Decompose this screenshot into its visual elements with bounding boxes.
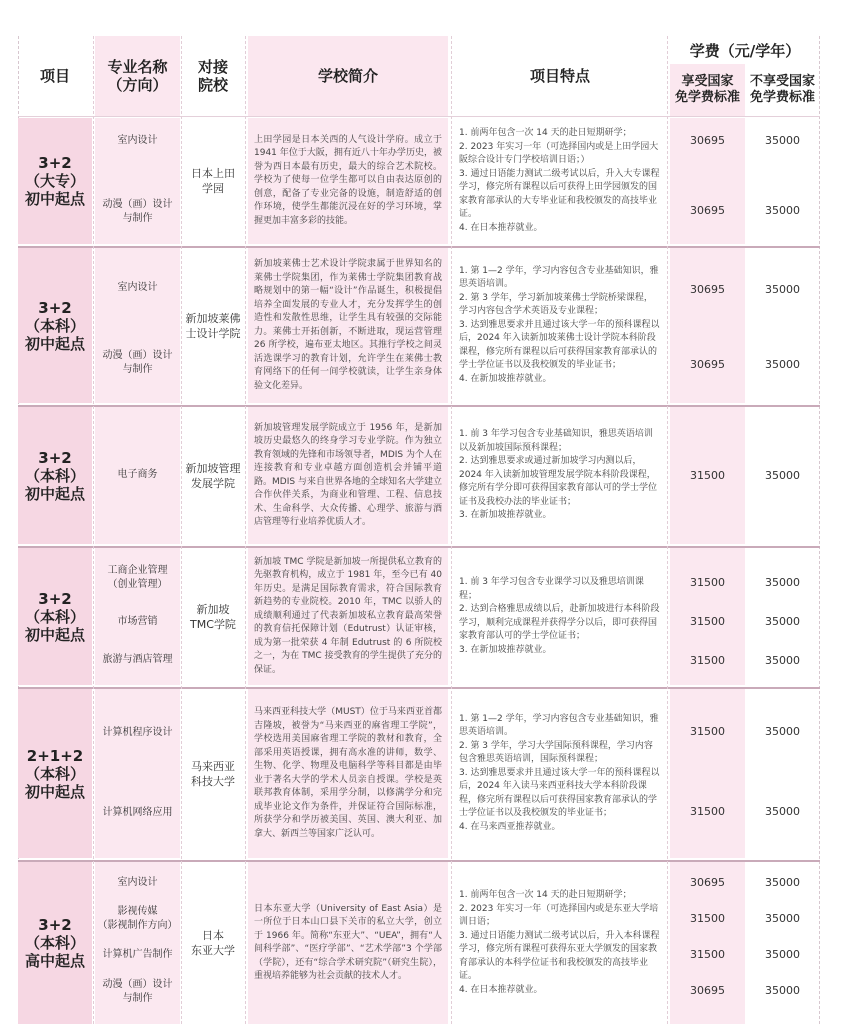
- fee-value: 35000: [765, 576, 800, 589]
- major-item: 动漫（画）设计 与制作: [102, 350, 173, 375]
- row1-school: 日本上田 学园: [191, 167, 235, 195]
- row6-school: 日本 东亚大学: [191, 929, 235, 957]
- row4-project: 3+2 （本科） 初中起点: [18, 548, 92, 685]
- fee-value: 35000: [765, 912, 800, 925]
- column-divider: [667, 36, 668, 1024]
- row4-intro: 新加坡 TMC 学院是新加坡一所提供私立教育的先驱教育机构，成立于 1981 年，至今已有 40 年历史。是满足国际教育需求，符合国际教育新趋势的专业院校。2010 年，TMC 以骄人的成绩顺利通过了代表新加坡私立教育最高荣誉的教育信托保障计划（Edutrust）认证审核，成为第一批荣获 4 年制 Edutrust 的 6 所院校之一，为在 TMC 接受教育的学生提供了充分的保证。: [248, 548, 448, 685]
- row3-fee-without: [745, 407, 820, 544]
- fee-value: 31500: [690, 469, 725, 482]
- column-divider: [451, 36, 452, 1024]
- fee-value: 30695: [690, 876, 725, 889]
- major-item: 旅游与酒店管理: [102, 654, 173, 665]
- fee-value: 31500: [690, 654, 725, 667]
- row3-majors: [95, 407, 180, 544]
- header-intro: [248, 36, 448, 116]
- fee-value: 35000: [765, 725, 800, 738]
- fee-value: 35000: [765, 615, 800, 628]
- row5-features: 1. 第 1—2 学年，学习内容包含专业基础知识，雅思英语培训。 2. 第 3 学年，学习大学国际预科课程，学习内容包含雅思英语培训，国际预科课程； 3. 达到雅思要求并且通过该大学一年的预科课程以后，2024 年入读马来西亚科技大学本科阶段课程，修完所有课程以后可获得国家教育部承认的学士学位证书以及我校颁发的毕业证书； 4. 在马来西亚推荐就业。: [459, 713, 660, 832]
- major-item: 室内设计: [117, 135, 158, 146]
- row5-school: 马来西亚 科技大学: [191, 759, 235, 788]
- row3-fee-with: [670, 407, 745, 544]
- major-item: 动漫（画）设计 与制作: [102, 199, 173, 224]
- row6-project: 3+2 （本科） 高中起点: [18, 862, 92, 1024]
- row1-fee-without: [745, 118, 820, 244]
- row6-intro: 日本东亚大学（University of East Asia）是一所位于日本山口县下关市的私立大学，创立于 1966 年。简称“东亚大”、“UEA”，拥有“人间科学部”、“医疗学部”、“艺术学部”3 个学部（学院），还有“综合学术研究院”（研究生院），重视培养能够为社会贡献的技术人才。: [248, 862, 448, 1024]
- fee-value: 35000: [765, 984, 800, 997]
- fee-value: 30695: [690, 358, 725, 371]
- major-item: 动漫（画）设计 与制作: [102, 979, 173, 1004]
- row6-fee-with: [670, 862, 745, 1024]
- row2-features: 1. 第 1—2 学年，学习内容包含专业基础知识，雅思英语培训。 2. 第 3 学年，学习新加坡莱佛士学院桥梁课程，学习内容包含学术英语及专业课程； 3. 达到雅思要求并且通过该大学一年的预科课程以后，2024 年入读新加坡莱佛士设计学院本科阶段课程，修完所有课程以后可获得国家教育部承认的学士学位证书以及我校颁发的毕业证书； 4. 在新加坡推荐就业。: [459, 265, 660, 384]
- fee-value: 31500: [690, 948, 725, 961]
- major-item: 工商企业管理 （创业管理）: [107, 565, 168, 590]
- major-item: 计算机程序设计: [102, 727, 173, 738]
- fee-value: 30695: [690, 134, 725, 147]
- major-item: 影视传媒 （影视制作方向）: [97, 906, 178, 931]
- fee-value: 31500: [690, 576, 725, 589]
- header-intro-label: 学校简介: [317, 67, 378, 85]
- major-item: 室内设计: [117, 282, 158, 293]
- fee-value: 35000: [765, 654, 800, 667]
- fee-value: 35000: [765, 876, 800, 889]
- header-major-label: 专业名称 （方向）: [107, 58, 168, 94]
- fee-value: 30695: [690, 204, 725, 217]
- row5-fee-with: [670, 689, 745, 858]
- row4-fee-with: [670, 548, 745, 685]
- column-divider: [181, 36, 182, 1024]
- row2-school: 新加坡莱佛 士设计学院: [185, 311, 241, 340]
- row4-school: 新加坡 TMC学院: [190, 602, 236, 631]
- header-fee-without: 不享受国家 免学费标准: [749, 74, 815, 105]
- fee-value: 35000: [765, 204, 800, 217]
- fee-value: 30695: [690, 984, 725, 997]
- major-item: 计算机广告制作: [102, 949, 173, 960]
- column-divider: [245, 36, 246, 1024]
- fee-value: 31500: [690, 725, 725, 738]
- header-project: [18, 36, 92, 116]
- row3-intro: 新加坡管理发展学院成立于 1956 年，是新加坡历史最悠久的终身学习专业学院。作为独立教育领域的先锋和市场领导者，MDIS 为个人在连接教育和专业卓越方面创造机会并铺平道路。MDIS 与来自世界各地的全球知名大学建立合作伙伴关系，为商业和管理、工程、信息技术、生命科学、大众传播、心理学、旅游与酒店管理等行业培养优质人才。: [248, 407, 448, 544]
- row4-features: 1. 前 3 年学习包含专业课学习以及雅思培训课程； 2. 达到合格雅思成绩以后，赴新加坡进行本科阶段学习，顺利完成课程并获得学分以后，即可获得国家教育部认可的学士学位证书； 3. 在新加坡推荐就业。: [459, 577, 660, 655]
- header-divider: [18, 116, 820, 117]
- row3-school: 新加坡管理 发展学院: [185, 461, 241, 490]
- fee-value: 35000: [765, 134, 800, 147]
- header-fee-with: 享受国家 免学费标准: [670, 64, 745, 116]
- header-features: [455, 36, 665, 116]
- fee-value: 35000: [765, 805, 800, 818]
- row2-majors: [95, 248, 180, 403]
- header-fee: [670, 36, 820, 116]
- row1-fee-with: [670, 118, 745, 244]
- row2-fee-with: [670, 248, 745, 403]
- header-school-label: 对接 院校: [197, 58, 228, 94]
- row1-features: 1. 前两年包含一次 14 天的赴日短期研学； 2. 2023 年实习一年（可选择国内或是上田学园大阪综合设计专门学校培训日语；） 3. 通过日语能力测试二级考试以后，升入大专课程学习，修完所有课程以后可获得上田学园颁发的国家教育部承认的大专毕业证和我校颁发的高技毕业证。 4. 在日本推荐就业。: [459, 128, 660, 233]
- fee-value: 31500: [690, 912, 725, 925]
- fee-value: 35000: [765, 283, 800, 296]
- fee-value: 35000: [765, 948, 800, 961]
- fee-value: 35000: [765, 358, 800, 371]
- row5-majors: [95, 689, 180, 858]
- major-item: 室内设计: [117, 877, 158, 888]
- header-school: [183, 36, 243, 116]
- header-major: [95, 36, 180, 116]
- row6-fee-without: [745, 862, 820, 1024]
- row3-project: 3+2 （本科） 初中起点: [18, 407, 92, 544]
- row3-features: 1. 前 3 年学习包含专业基础知识，雅思英语培训以及新加坡国际预科课程； 2. 达到雅思要求或通过新加坡学习内测以后，2024 年入读新加坡管理发展学院本科阶段课程，修完所有学分即可获得国家教育部认可的学士学位证书及我校办法的毕业证书； 3. 在新加坡推荐就业。: [459, 429, 658, 521]
- row2-intro: 新加坡莱佛士艺术设计学院隶属于世界知名的莱佛士学院集团，作为莱佛士学院集团教育战略规划中的第一幅“设计”作品诞生，积极提倡培养全面发展的专业人才，充分发挥学生的创造性和发散性思维，让学生具有较强的交际能力。莱佛士开拓创新，不断进取，现运营管理 26 所学校，遍布亚太地区。其推行学校之间灵活选课学习的教育计划，允许学生在莱佛士教育网络下的任何一间学校就读，让学生亲身体验文化差异。: [248, 248, 448, 403]
- header-features-label: 项目特点: [529, 67, 590, 85]
- column-divider: [93, 36, 94, 1024]
- row1-project: 3+2 （大专） 初中起点: [18, 118, 92, 244]
- row1-intro: 上田学园是日本关西的人气设计学府。成立于 1941 年位于大阪，拥有近八十年办学历史，被誉为西日本最有历史，最大的综合艺术院校。学校为了使每一位学生都可以自由表达原创的创意，配备了专业完备的设施，制造舒适的创作环境，使学生都能沉浸在好的学习环境，掌握更加丰富多彩的技能。: [248, 118, 448, 244]
- row6-features: 1. 前两年包含一次 14 天的赴日短期研学； 2. 2023 年实习一年（可选择国内或是东亚大学培训日语； 3. 通过日语能力测试二级考试以后，升入本科课程学习，修完所有课程可获得东亚大学颁发的国家教育部承认的本科学位证书和我校颁发的高技毕业证。 4. 在日本推荐就业。: [459, 890, 660, 995]
- major-item: 计算机网络应用: [102, 807, 173, 818]
- row2-fee-without: [745, 248, 820, 403]
- row4-majors: [95, 548, 180, 685]
- row5-fee-without: [745, 689, 820, 858]
- header-project-label: 项目: [39, 67, 70, 85]
- fee-value: 31500: [690, 805, 725, 818]
- fee-value: 30695: [690, 283, 725, 296]
- row5-intro: 马来西亚科技大学（MUST）位于马来西亚首都吉隆坡，被誉为“马来西亚的麻省理工学院”，学校选用美国麻省理工学院的教材和教育，全部采用英语授课，拥有高水准的讲师，数学、生物、化学、物理及电脑科学等科目都是由毕业于著名大学的学术人员亲自授课。学校是英联邦教育体制，采用学分制，以修满学分和完成毕业论文作为条件，并保证符合国际标准，所获学分和学历被美国、英国、澳大利亚、加拿大、新西兰等国家广泛认可。: [248, 689, 448, 858]
- row6-majors: [95, 862, 180, 1024]
- fee-value: 31500: [690, 615, 725, 628]
- row5-project: 2+1+2 （本科） 初中起点: [18, 689, 92, 858]
- row1-majors: [95, 118, 180, 244]
- major-item: 市场营销: [117, 616, 158, 627]
- row2-project: 3+2 （本科） 初中起点: [18, 248, 92, 403]
- fee-value: 35000: [765, 469, 800, 482]
- major-item: 电子商务: [117, 469, 158, 480]
- header-fee-title: 学费（元/学年）: [689, 41, 801, 60]
- row4-fee-without: [745, 548, 820, 685]
